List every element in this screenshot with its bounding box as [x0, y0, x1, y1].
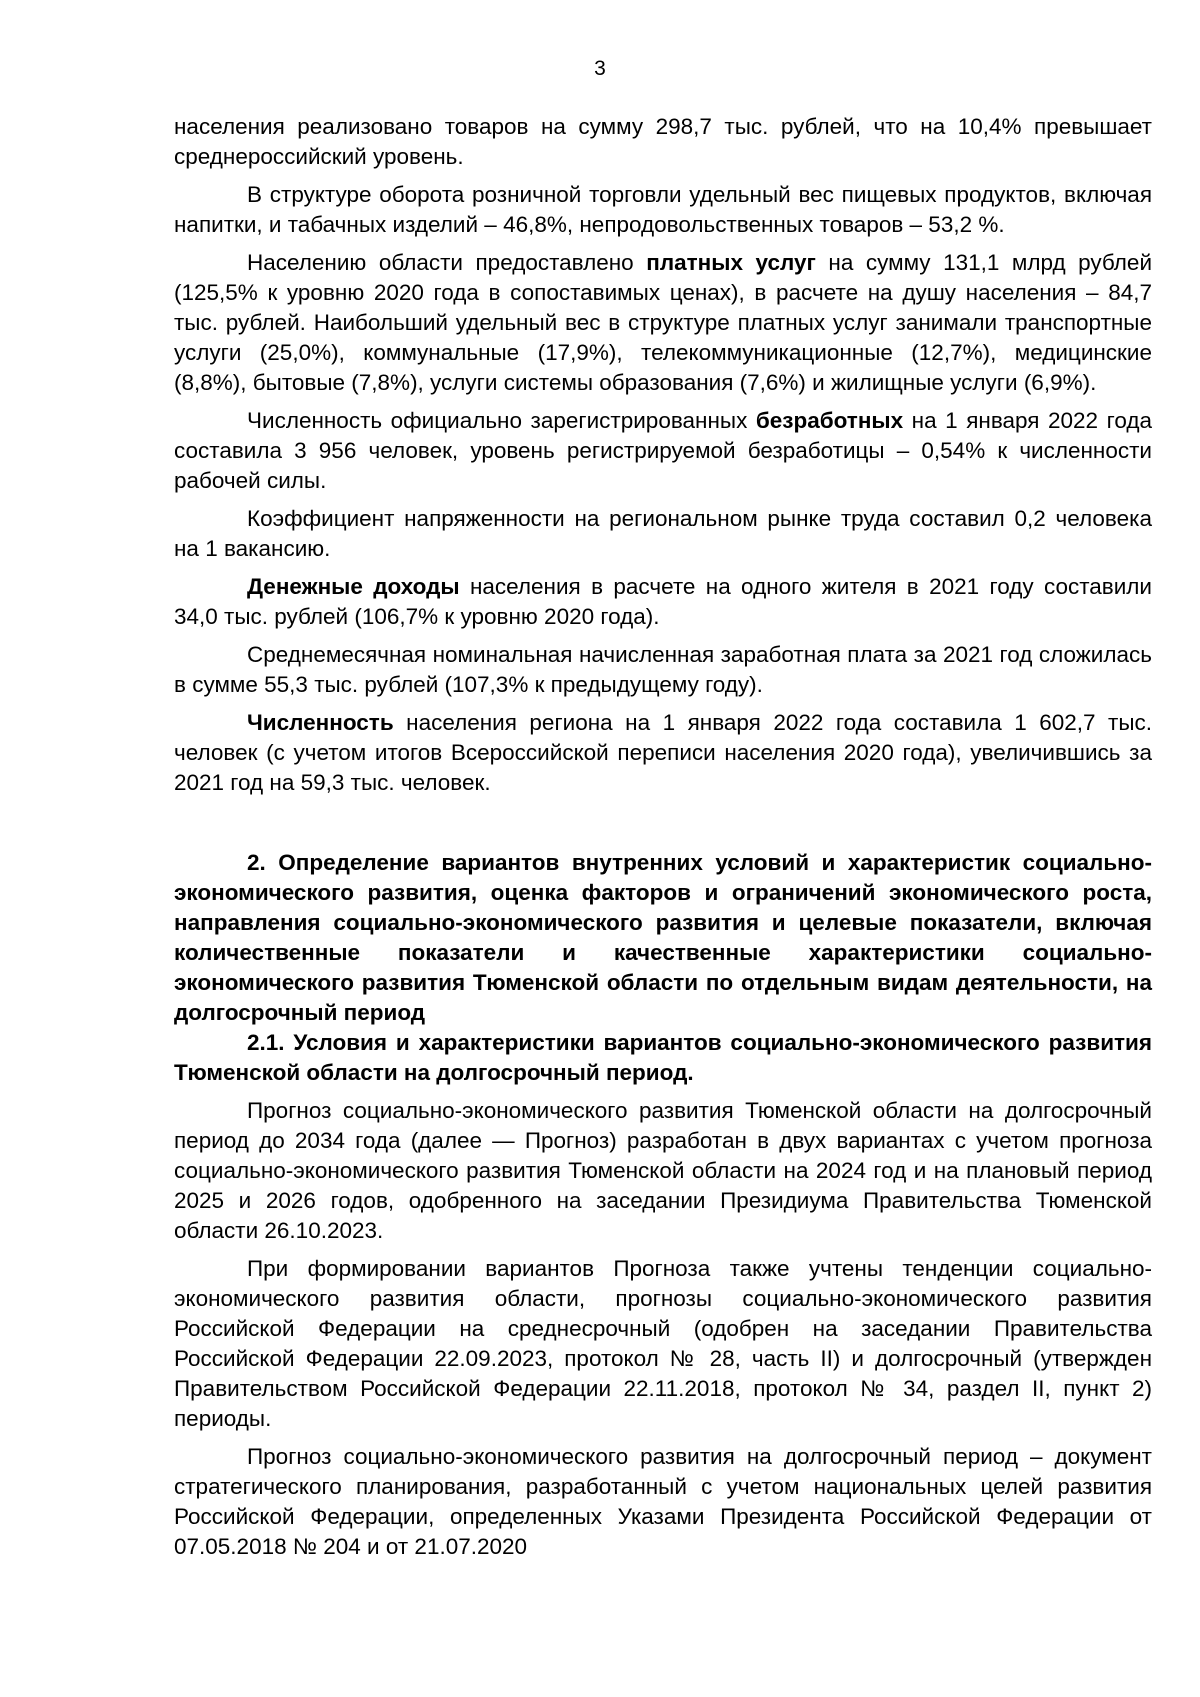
bold-term: Численность — [247, 710, 394, 735]
paragraph — [174, 406, 1152, 496]
paragraph: Прогноз социально-экономического развития Тюменской области на долгосрочный период до 2034 года (далее — Прогноз) разработан в двух вариантах с учетом прогноза социально-экономического развития Тюменской области на 2024 год и на плановый период 2025 и 2026 годов, одобренного на заседании Президиума Правительства Тюменской области 26.10.2023. — [174, 1098, 1152, 1243]
paragraph — [174, 248, 1152, 398]
paragraph: При формировании вариантов Прогноза также учтены тенденции социально-экономического развития области, прогнозы социально-экономического развития Российской Федерации на среднесрочный (одобрен на заседании Правительства Российской Федерации 22.09.2023, протокол № 28, часть II) и долгосрочный (утвержден Правительством Российской Федерации 22.11.2018, протокол № 34, раздел II, пункт 2) периоды. — [174, 1256, 1152, 1431]
bold-term: платных услуг — [646, 250, 816, 275]
paragraph-text: на сумму 131,1 млрд рублей (125,5% к уровню 2020 года в сопоставимых ценах), в расчете на душу населения – 84,7 тыс. рублей. Наибольший удельный вес в структуре платных услуг занимали транспортные услуги (25,0%), коммунальные (17,9%), телекоммуникационные (12,7%), медицинские (8,8%), бытовые (7,8%), услуги системы образования (7,6%) и жилищные услуги (6,9%). — [174, 250, 1153, 395]
page-number: 3 — [594, 57, 606, 80]
paragraph: В структуре оборота розничной торговли удельный вес пищевых продуктов, включая напитки, и табачных изделий – 46,8%, непродовольственных товаров – 53,2 %. — [174, 182, 1152, 237]
paragraph — [174, 708, 1152, 798]
paragraph: Прогноз социально-экономического развития на долгосрочный период – документ стратегического планирования, разработанный с учетом национальных целей развития Российской Федерации, определенных Указами Президента Российской Федерации от 07.05.2018 № 204 и от 21.07.2020 — [174, 1444, 1152, 1559]
bold-term: Денежные доходы — [247, 574, 460, 599]
paragraph: Среднемесячная номинальная начисленная заработная плата за 2021 год сложилась в сумме 55,3 тыс. рублей (107,3% к предыдущему году). — [174, 642, 1152, 697]
paragraph: населения реализовано товаров на сумму 298,7 тыс. рублей, что на 10,4% превышает среднероссийский уровень. — [174, 114, 1152, 169]
paragraph-text: Численность официально зарегистрированных — [247, 408, 756, 433]
bold-term: безработных — [755, 408, 904, 433]
document-body — [174, 112, 1152, 1562]
subsection-heading: 2.1. Условия и характеристики вариантов социально-экономического развития Тюменской области на долгосрочный период. — [174, 1030, 1152, 1085]
paragraph-text: населения региона на 1 января 2022 года составила 1 602,7 тыс. человек (с учетом итогов Всероссийской переписи населения 2020 года), увеличившись за 2021 год на 59,3 тыс. человек. — [174, 710, 1152, 795]
paragraph: Коэффициент напряженности на региональном рынке труда составил 0,2 человека на 1 вакансию. — [174, 506, 1152, 561]
paragraph — [174, 572, 1152, 632]
paragraph-text: населения в расчете на одного жителя в 2021 году составили 34,0 тыс. рублей (106,7% к уровню 2020 года). — [174, 574, 1152, 629]
section-heading: 2. Определение вариантов внутренних условий и характеристик социально-экономического развития, оценка факторов и ограничений экономического роста, направления социально-экономического развития и целевые показатели, включая количественные показатели и качественные характеристики социально-экономического развития Тюменской области по отдельным видам деятельности, на долгосрочный период — [174, 850, 1152, 1025]
paragraph-text: Населению области предоставлено — [247, 250, 647, 275]
paragraph-text: на 1 января 2022 года составила 3 956 человек, уровень регистрируемой безработицы – 0,54% к численности рабочей силы. — [174, 408, 1152, 493]
